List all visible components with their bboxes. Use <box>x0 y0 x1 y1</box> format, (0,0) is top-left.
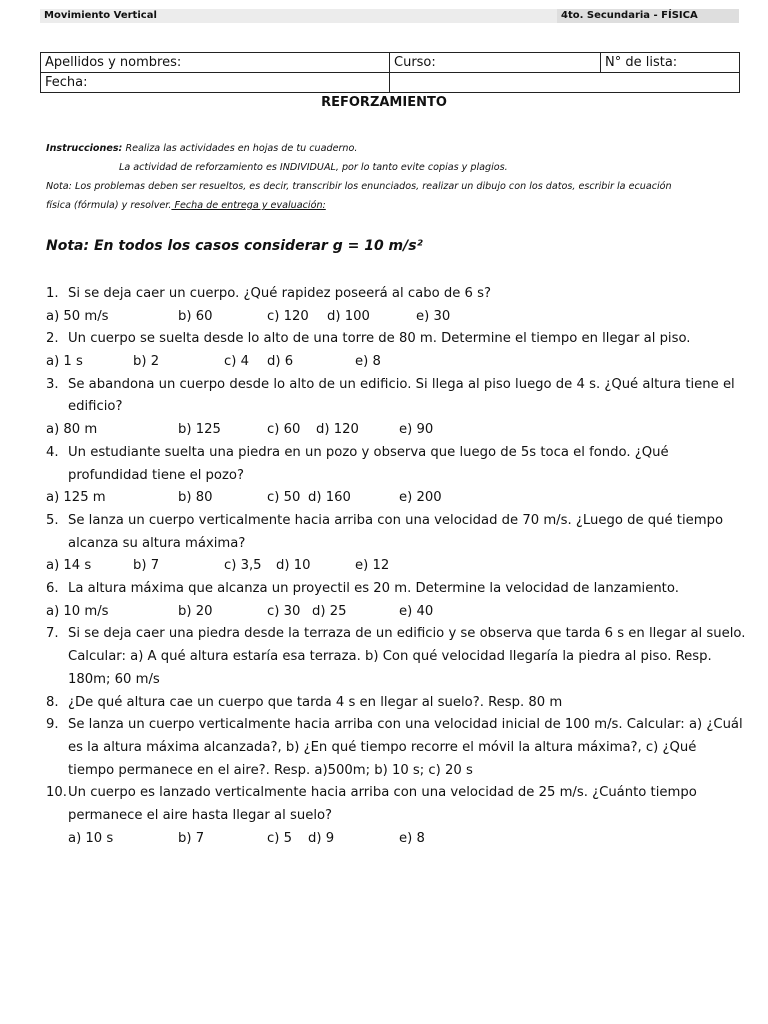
question-2 <box>46 328 746 351</box>
question-text: Se abandona un cuerpo desde lo alto de un edificio. Si llega al piso luego de 4 s. ¿Qué altura tiene el edificio? <box>68 376 735 415</box>
option-a: a) 1 s <box>46 354 83 370</box>
option-b: b) 7 <box>133 558 160 574</box>
question-2-options <box>46 351 746 374</box>
question-number: 2. <box>46 331 59 347</box>
question-8 <box>46 692 746 715</box>
question-4-options <box>46 487 746 510</box>
option-b: b) 7 <box>178 830 205 846</box>
instructions-line-4 <box>46 196 740 215</box>
date-field[interactable]: Fecha: <box>41 73 390 93</box>
question-3-options <box>46 419 746 442</box>
option-e: e) 200 <box>399 490 442 506</box>
header-grade: 4to. Secundaria - FÍSICA <box>561 10 698 21</box>
instructions-line-3: Nota: Los problemas deben ser resueltos, es decir, transcribir los enunciados, realizar un dibujo con los datos, escribir la ecuación <box>46 181 672 192</box>
instructions-text-1: Realiza las actividades en hojas de tu cuaderno. <box>125 143 358 154</box>
option-a: a) 80 m <box>46 422 98 438</box>
option-e: e) 90 <box>399 422 434 438</box>
instructions-text-4: física (fórmula) y resolver. <box>46 200 172 211</box>
question-3 <box>46 374 746 419</box>
option-c: c) 120 <box>267 308 309 324</box>
date-value-cell[interactable] <box>390 73 740 93</box>
option-d: d) 9 <box>308 830 335 846</box>
student-info-table <box>40 52 740 93</box>
option-d: d) 10 <box>276 558 311 574</box>
option-e: e) 12 <box>355 558 390 574</box>
course-field[interactable]: Curso: <box>390 53 601 73</box>
question-number: 5. <box>46 512 59 528</box>
option-e: e) 8 <box>355 354 381 370</box>
option-c: c) 30 <box>267 603 301 619</box>
instructions-label: Instrucciones: <box>46 143 123 154</box>
question-6-options <box>46 601 746 624</box>
option-e: e) 8 <box>399 830 425 846</box>
option-a: a) 50 m/s <box>46 308 109 324</box>
question-number: 3. <box>46 376 59 392</box>
option-b: b) 80 <box>178 490 213 506</box>
option-a: a) 125 m <box>46 490 106 506</box>
question-number: 1. <box>46 286 59 301</box>
question-10 <box>46 782 746 827</box>
question-text: ¿De qué altura cae un cuerpo que tarda 4 s en llegar al suelo?. Resp. 80 m <box>68 694 563 710</box>
question-text: Un cuerpo se suelta desde lo alto de una torre de 80 m. Determine el tiempo en llegar al piso. <box>68 331 691 347</box>
question-5 <box>46 510 746 555</box>
question-text: Un cuerpo es lanzado verticalmente hacia arriba con una velocidad de 25 m/s. ¿Cuánto tiempo permanece el aire hasta llegar al suelo? <box>68 785 697 824</box>
list-number-field[interactable]: N° de lista: <box>601 53 740 73</box>
option-e: e) 40 <box>399 603 434 619</box>
option-a: a) 10 s <box>68 830 114 846</box>
option-c: c) 4 <box>224 354 249 370</box>
question-number: 4. <box>46 444 59 460</box>
option-d: d) 6 <box>267 354 294 370</box>
question-4 <box>46 442 746 487</box>
question-number: 6. <box>46 581 59 597</box>
option-b: b) 125 <box>178 422 221 438</box>
question-text: Se lanza un cuerpo verticalmente hacia arriba con una velocidad inicial de 100 m/s. Calcular: a) ¿Cuál es la altura máxima alcanzada?, b) ¿En qué tiempo recorre el móvil la altura máxima?, c) ¿Qué tiempo permanece en el aire?. Resp. a)500m; b) 10 s; c) 20 s <box>68 717 743 778</box>
due-date-label: Fecha de entrega y evaluación: <box>171 200 326 211</box>
question-1 <box>46 283 746 306</box>
question-number: 7. <box>46 626 59 642</box>
instructions-line-1 <box>46 139 740 158</box>
question-7 <box>46 623 746 691</box>
option-d: d) 25 <box>312 603 347 619</box>
option-b: b) 2 <box>133 354 160 370</box>
option-e: e) 30 <box>416 308 451 324</box>
option-d: d) 100 <box>327 308 370 324</box>
option-a: a) 10 m/s <box>46 603 109 619</box>
question-text: Se lanza un cuerpo verticalmente hacia arriba con una velocidad de 70 m/s. ¿Luego de qué tiempo alcanza su altura máxima? <box>68 512 724 551</box>
question-text: Si se deja caer un cuerpo. ¿Qué rapidez poseerá al cabo de 6 s? <box>68 286 491 301</box>
option-b: b) 20 <box>178 603 213 619</box>
option-a: a) 14 s <box>46 558 92 574</box>
question-10-options <box>46 828 746 851</box>
option-c: c) 60 <box>267 422 301 438</box>
option-c: c) 50 <box>267 490 301 506</box>
page-title: REFORZAMIENTO <box>321 95 447 110</box>
option-c: c) 3,5 <box>224 558 262 574</box>
question-list <box>46 283 746 850</box>
option-d: d) 120 <box>316 422 359 438</box>
question-6 <box>46 578 746 601</box>
option-b: b) 60 <box>178 308 213 324</box>
question-9 <box>46 714 746 782</box>
question-text: Si se deja caer una piedra desde la terraza de un edificio y se observa que tarda 6 s en llegar al suelo. Calcular: a) A qué altura estaría esa terraza. b) Con qué velocidad llegaría la piedra al piso. Resp. 180m; 60 m/s <box>68 626 746 687</box>
question-number: 9. <box>46 717 59 733</box>
option-d: d) 160 <box>308 490 351 506</box>
gravity-note: Nota: En todos los casos considerar g = 10 m/s² <box>46 238 423 254</box>
question-5-options <box>46 555 746 578</box>
option-c: c) 5 <box>267 830 292 846</box>
instructions-line-2: La actividad de reforzamiento es INDIVIDUAL, por lo tanto evite copias y plagios. <box>119 162 508 173</box>
question-text: Un estudiante suelta una piedra en un pozo y observa que luego de 5s toca el fondo. ¿Qué profundidad tiene el pozo? <box>68 444 669 483</box>
question-1-options <box>46 306 746 329</box>
question-text: La altura máxima que alcanza un proyectil es 20 m. Determine la velocidad de lanzamiento. <box>68 581 679 597</box>
question-number: 10. <box>46 785 67 801</box>
question-number: 8. <box>46 694 59 710</box>
page-header <box>40 9 739 23</box>
header-topic: Movimiento Vertical <box>44 10 157 21</box>
name-field[interactable]: Apellidos y nombres: <box>41 53 390 73</box>
